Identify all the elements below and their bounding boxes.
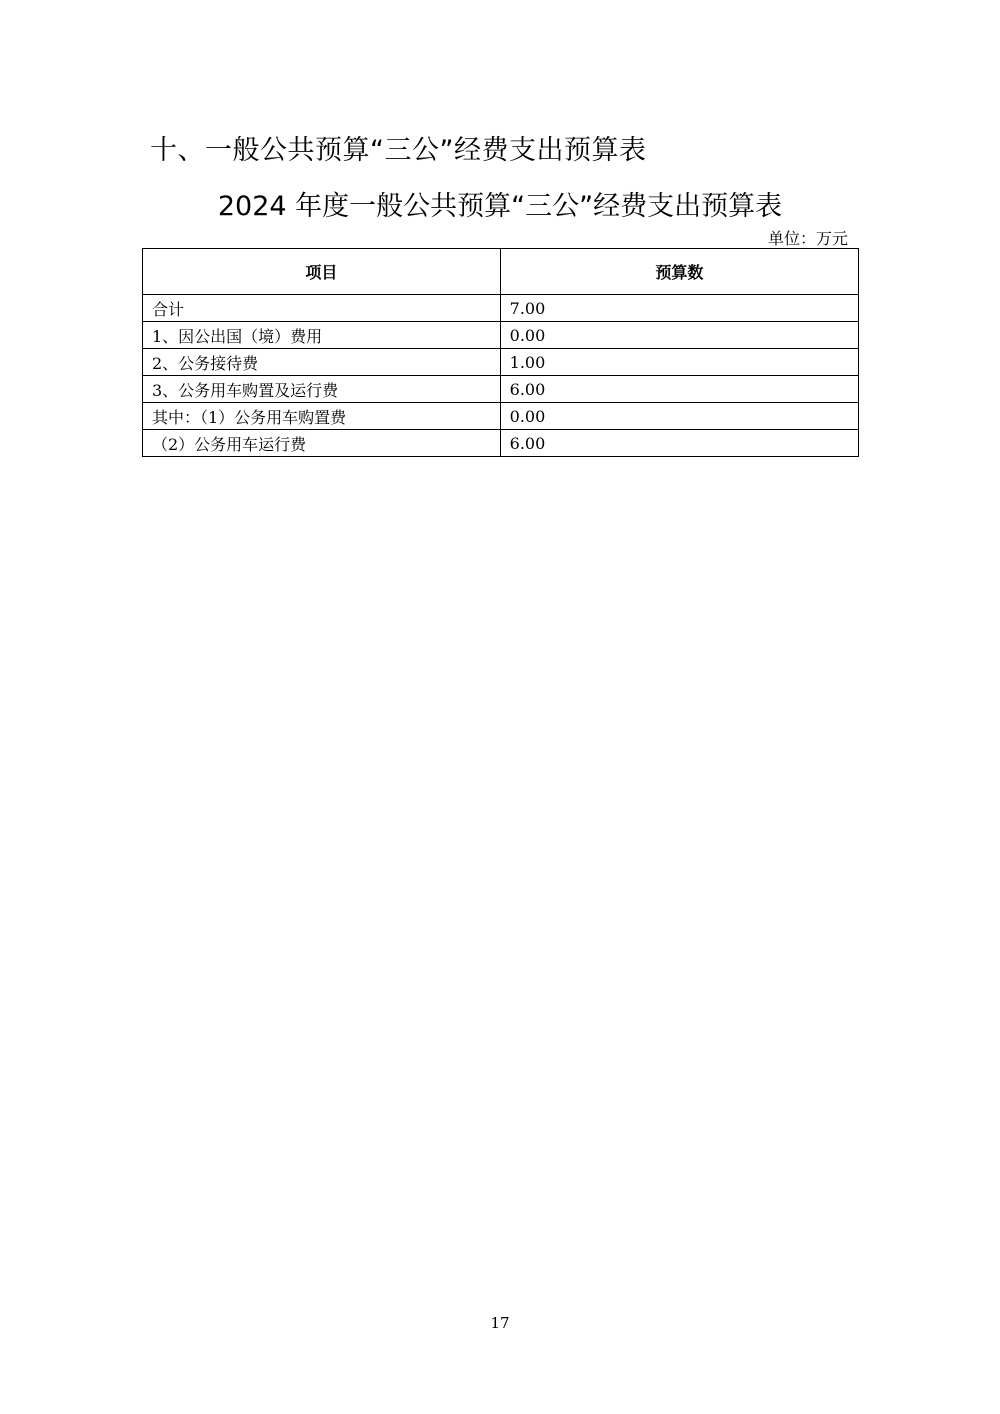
section-heading: 十、一般公共预算“三公”经费支出预算表 xyxy=(150,135,647,166)
table-title: 2024 年度一般公共预算“三公”经费支出预算表 xyxy=(217,191,783,222)
table-row xyxy=(143,349,859,376)
table-row xyxy=(143,322,859,349)
table-header-row xyxy=(143,249,859,295)
row-amount: 7.00 xyxy=(500,295,858,322)
row-item: 2、公务接待费 xyxy=(143,349,501,376)
row-amount: 0.00 xyxy=(500,322,858,349)
budget-table xyxy=(142,248,859,457)
page-number: 17 xyxy=(490,1314,510,1332)
table-row xyxy=(143,376,859,403)
row-item: 合计 xyxy=(143,295,501,322)
row-amount: 1.00 xyxy=(500,349,858,376)
table-row xyxy=(143,430,859,457)
row-amount: 6.00 xyxy=(500,376,858,403)
row-item: 3、公务用车购置及运行费 xyxy=(143,376,501,403)
row-item: 1、因公出国（境）费用 xyxy=(143,322,501,349)
row-amount: 6.00 xyxy=(500,430,858,457)
row-item: （2）公务用车运行费 xyxy=(143,430,501,457)
row-item: 其中：（1）公务用车购置费 xyxy=(143,403,501,430)
row-amount: 0.00 xyxy=(500,403,858,430)
table-row xyxy=(143,295,859,322)
unit-label: 单位：万元 xyxy=(767,229,848,248)
header-item: 项目 xyxy=(143,249,501,295)
header-amount: 预算数 xyxy=(500,249,858,295)
table-row xyxy=(143,403,859,430)
